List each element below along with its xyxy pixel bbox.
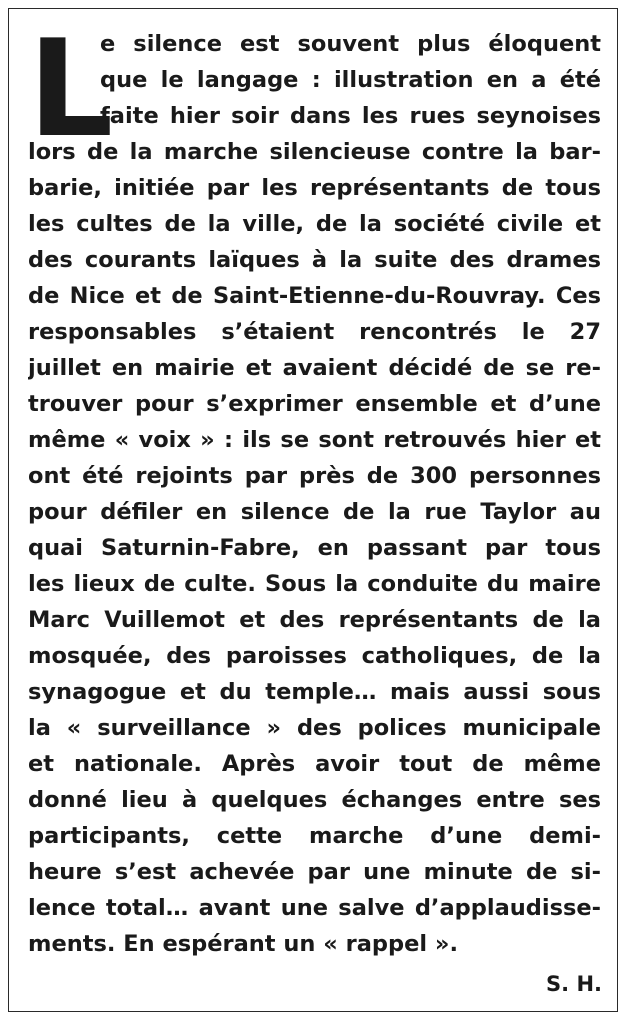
- article-line: ments. En espérant un « rappel ».: [28, 931, 458, 957]
- article-line: lors de la marche silencieuse contre la bar-: [28, 139, 601, 165]
- drop-cap: L: [28, 11, 114, 167]
- author-signature: S. H.: [546, 972, 602, 996]
- article-line: de Nice et de Saint-Etienne-du-Rouvray. Ces: [28, 283, 601, 309]
- article-line: e silence est souvent plus éloquent: [100, 31, 601, 57]
- article-line: barie, initiée par les représentants de tous: [28, 175, 601, 201]
- article-line: les lieux de culte. Sous la conduite du maire: [28, 571, 601, 597]
- article-line: lence total… avant une salve d’applaudisse-: [28, 895, 601, 921]
- article-line: faite hier soir dans les rues seynoises: [100, 103, 601, 129]
- article-line: et nationale. Après avoir tout de même: [28, 751, 601, 777]
- article-line: ont été rejoints par près de 300 personnes: [28, 463, 601, 489]
- article-line: participants, cette marche d’une demi-: [28, 823, 601, 849]
- article-line: responsables s’étaient rencontrés le 27: [28, 319, 601, 345]
- article-line: heure s’est achevée par une minute de si-: [28, 859, 601, 885]
- article-line: des courants laïques à la suite des drames: [28, 247, 601, 273]
- article-line: la « surveillance » des polices municipale: [28, 715, 601, 741]
- article-line: quai Saturnin-Fabre, en passant par tous: [28, 535, 601, 561]
- article-line: synagogue et du temple… mais aussi sous: [28, 679, 601, 705]
- article-line: trouver pour s’exprimer ensemble et d’une: [28, 391, 601, 417]
- article-line: Marc Vuillemot et des représentants de la: [28, 607, 601, 633]
- article-line: que le langage : illustration en a été: [100, 67, 601, 93]
- article-line: mosquée, des paroisses catholiques, de la: [28, 643, 601, 669]
- article-line: même « voix » : ils se sont retrouvés hier et: [28, 427, 601, 453]
- article-line: pour défiler en silence de la rue Taylor au: [28, 499, 601, 525]
- article-line: donné lieu à quelques échanges entre ses: [28, 787, 601, 813]
- article-line: juillet en mairie et avaient décidé de se re-: [28, 355, 601, 381]
- article-line: les cultes de la ville, de la société civile et: [28, 211, 601, 237]
